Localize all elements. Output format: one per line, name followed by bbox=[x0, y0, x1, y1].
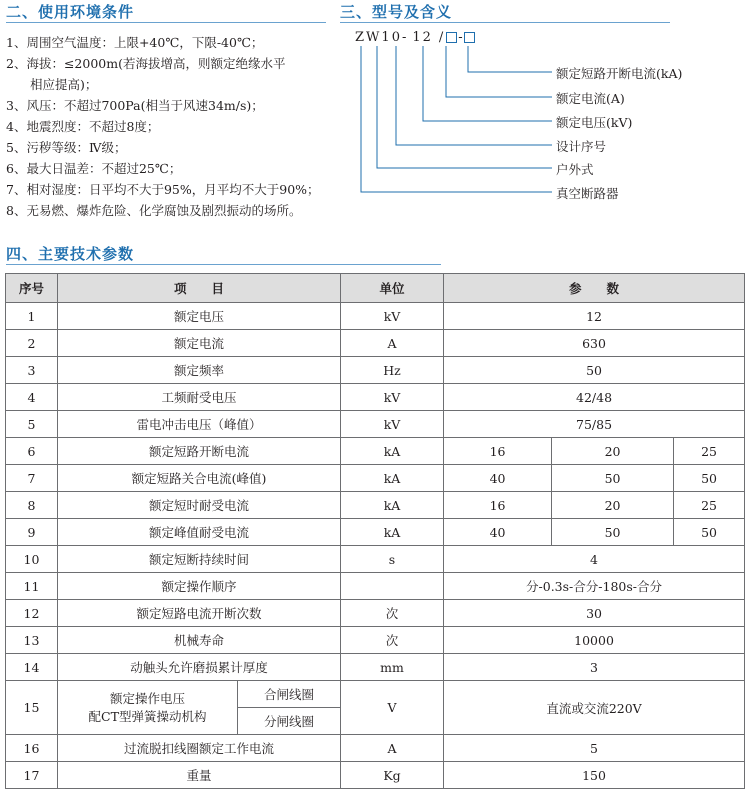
code-dash: - bbox=[458, 30, 463, 45]
table-row: 14 动触头允许磨损累计厚度 mm 3 bbox=[6, 654, 745, 681]
env-item: 相应提高)； bbox=[30, 77, 98, 92]
table-row: 4 工频耐受电压 kV 42/48 bbox=[6, 384, 745, 411]
section2-title: 二、使用环境条件 bbox=[6, 3, 135, 21]
leader-line-2 bbox=[377, 46, 552, 168]
section4-rule bbox=[6, 264, 441, 265]
table-header-row bbox=[6, 274, 745, 303]
env-item: 6、最大日温差：不超过25℃； bbox=[6, 161, 182, 176]
table-row: 3 额定频率 Hz 50 bbox=[6, 357, 745, 384]
table-row: 7 额定短路关合电流(峰值) kA 40 50 50 bbox=[6, 465, 745, 492]
table-row: 9 额定峰值耐受电流 kA 40 50 50 bbox=[6, 519, 745, 546]
opening-coil: 分闸线圈 bbox=[238, 708, 341, 735]
env-item: 5、污秽等级：Ⅳ级； bbox=[6, 140, 127, 155]
code-10: 10- bbox=[381, 30, 409, 45]
section4-title: 四、主要技术参数 bbox=[6, 245, 135, 263]
env-item: 8、无易燃、爆炸危险、化学腐蚀及剧烈振动的场所。 bbox=[6, 203, 302, 218]
table-row: 6 额定短路开断电流 kA 16 20 25 bbox=[6, 438, 745, 465]
env-item: 4、地震烈度：不超过8度； bbox=[6, 119, 160, 134]
code-z: Z bbox=[355, 30, 367, 45]
env-item: 7、相对湿度：日平均不大于95%，月平均不大于90%； bbox=[6, 182, 320, 197]
table-row: 2 额定电流 A 630 bbox=[6, 330, 745, 357]
model-label-outdoor: 户外式 bbox=[556, 162, 594, 177]
table-row: 11 额定操作顺序 分-0.3s-合分-180s-合分 bbox=[6, 573, 745, 600]
table-row: 13 机械寿命 次 10000 bbox=[6, 627, 745, 654]
table-row: 12 额定短路电流开断次数 次 30 bbox=[6, 600, 745, 627]
header-no: 序号 bbox=[6, 274, 58, 303]
leader-line-4 bbox=[423, 46, 552, 121]
table-row: 16 过流脱扣线圈额定工作电流 A 5 bbox=[6, 735, 745, 762]
table-row: 10 额定短断持续时间 s 4 bbox=[6, 546, 745, 573]
env-item: 2、海拔：≤2000m(若海拔增高，则额定绝缘水平 bbox=[6, 56, 286, 71]
header-params: 参 数 bbox=[444, 274, 745, 303]
leader-line-6 bbox=[468, 46, 552, 72]
leader-line-1 bbox=[361, 46, 552, 192]
env-item: 3、风压：不超过700Pa(相当于风速34m/s)； bbox=[6, 98, 264, 113]
table-row: 5 雷电冲击电压（峰值） kV 75/85 bbox=[6, 411, 745, 438]
operating-voltage-cell: 额定操作电压 配CT型弹簧操动机构 bbox=[58, 681, 238, 735]
model-label-breaking-current: 额定短路开断电流(kA) bbox=[556, 66, 683, 81]
section3-title: 三、型号及含义 bbox=[340, 3, 453, 21]
table-row: 8 额定短时耐受电流 kA 16 20 25 bbox=[6, 492, 745, 519]
model-label-rated-voltage: 额定电压(kV) bbox=[556, 115, 633, 130]
header-item: 项 目 bbox=[58, 274, 341, 303]
code-w: W bbox=[366, 30, 382, 45]
table-row: 1 额定电压 kV 12 bbox=[6, 303, 745, 330]
model-label-vacuum-breaker: 真空断路器 bbox=[556, 186, 619, 201]
model-label-design-serial: 设计序号 bbox=[556, 139, 607, 154]
env-item: 1、周围空气温度：上限+40℃，下限-40℃； bbox=[6, 35, 264, 50]
leader-line-3 bbox=[396, 46, 552, 145]
tech-params-table bbox=[5, 273, 745, 789]
model-label-rated-current: 额定电流(A) bbox=[556, 91, 625, 106]
code-slash: / bbox=[438, 30, 446, 45]
table-row: 17 重量 Kg 150 bbox=[6, 762, 745, 789]
table-row: 15 额定操作电压 配CT型弹簧操动机构 合闸线圈 V 直流或交流220V bbox=[6, 681, 745, 708]
code-12: 12 bbox=[412, 30, 433, 45]
header-unit: 单位 bbox=[341, 274, 444, 303]
closing-coil: 合闸线圈 bbox=[238, 681, 341, 708]
